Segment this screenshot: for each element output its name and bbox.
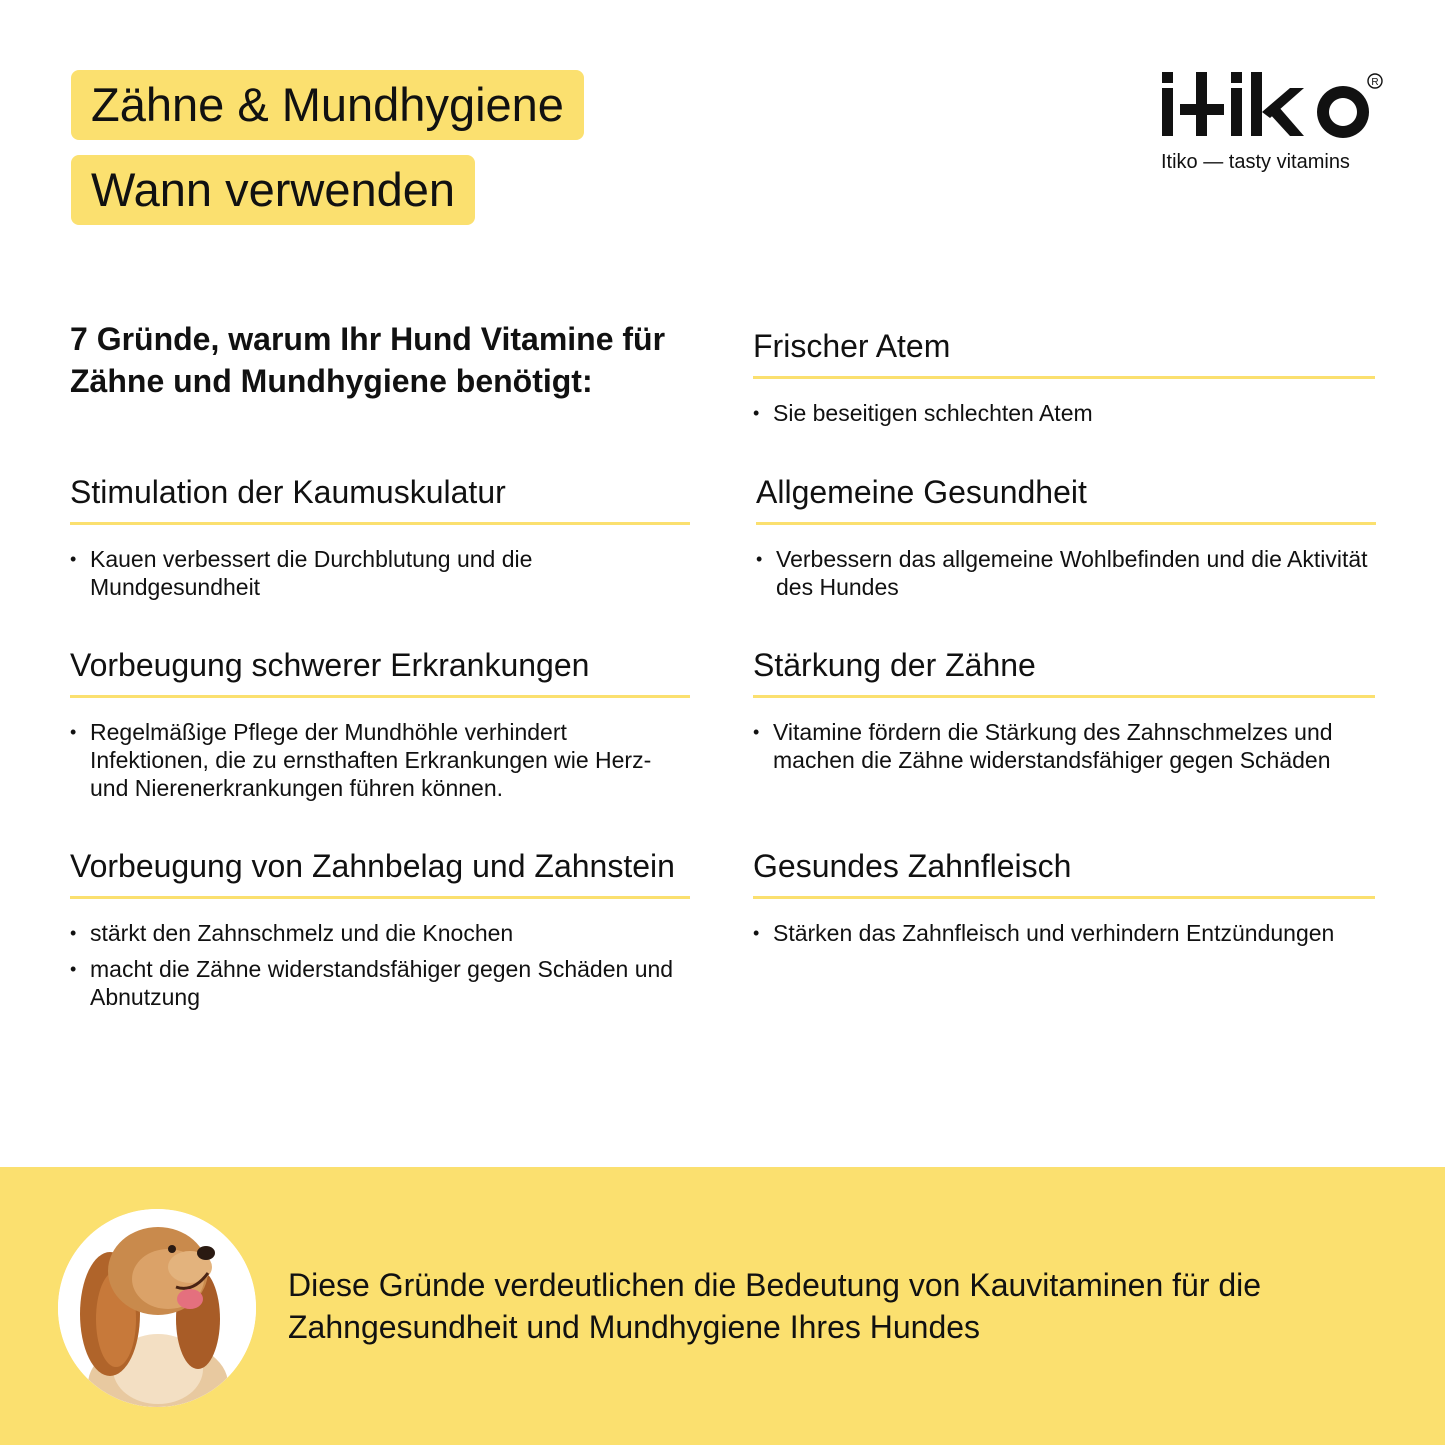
dog-icon [58,1209,256,1407]
section-title: Vorbeugung von Zahnbelag und Zahnstein [70,846,690,899]
logo-tagline: Itiko — tasty vitamins [1161,151,1350,173]
list-item [70,919,690,947]
section-title: Allgemeine Gesundheit [756,472,1376,525]
itiko-logo [1158,66,1388,176]
list-item-text: Verbessern das allgemeine Wohlbefinden und die Aktivität des Hundes [776,546,1368,600]
logo-wordmark-icon [1158,66,1388,146]
list-item [70,955,690,1011]
section-erkrankungen [70,645,690,810]
bullet-icon: • [753,923,760,943]
footer-banner [0,1167,1445,1445]
list-item-text: Sie beseitigen schlechten Atem [773,400,1093,426]
section-kaumuskulatur [70,472,690,609]
dog-photo [58,1209,256,1407]
section-title: Frischer Atem [753,326,1375,379]
list-item-text: stärkt den Zahnschmelz und die Knochen [90,920,514,946]
section-title: Stimulation der Kaumuskulatur [70,472,690,525]
list-item [70,718,690,802]
list-item-text: Kauen verbessert die Durchblutung und die Mundgesundheit [90,546,533,600]
bullet-icon: • [70,549,77,569]
bullet-icon: • [70,959,77,979]
section-staerkung-zaehne [753,645,1375,782]
list-item-text: Regelmäßige Pflege der Mundhöhle verhindert Infektionen, die zu ernsthaften Erkrankungen wie Herz- und Nierenerkrankungen führen können. [90,719,652,801]
section-title: Stärkung der Zähne [753,645,1375,698]
title-badge: Zähne & Mundhygiene [71,70,584,140]
list-item [753,399,1375,427]
section-frischer-atem [753,326,1375,435]
section-zahnfleisch [753,846,1375,955]
section-zahnbelag [70,846,690,1019]
list-item [756,545,1376,601]
section-allgemeine-gesundheit [756,472,1376,609]
list-item [70,545,690,601]
bullet-icon: • [70,923,77,943]
section-title: Vorbeugung schwerer Erkrankungen [70,645,690,698]
list-item [753,718,1375,774]
bullet-icon: • [753,403,760,423]
svg-text:R: R [1371,77,1379,88]
footer-text: Diese Gründe verdeutlichen die Bedeutung von Kauvitaminen für die Zahngesundheit und Mundhygiene Ihres Hundes [288,1267,1262,1345]
bullet-icon: • [753,722,760,742]
intro-heading: 7 Gründe, warum Ihr Hund Vitamine für Zähne und Mundhygiene benötigt: [70,321,666,399]
section-title: Gesundes Zahnfleisch [753,846,1375,899]
list-item [753,919,1375,947]
bullet-icon: • [756,549,763,569]
bullet-icon: • [70,722,77,742]
list-item-text: Stärken das Zahnfleisch und verhindern Entzündungen [773,920,1335,946]
subtitle-badge: Wann verwenden [71,155,475,225]
list-item-text: Vitamine fördern die Stärkung des Zahnschmelzes und machen die Zähne widerstandsfähiger gegen Schäden [773,719,1333,773]
list-item-text: macht die Zähne widerstandsfähiger gegen Schäden und Abnutzung [90,956,674,1010]
